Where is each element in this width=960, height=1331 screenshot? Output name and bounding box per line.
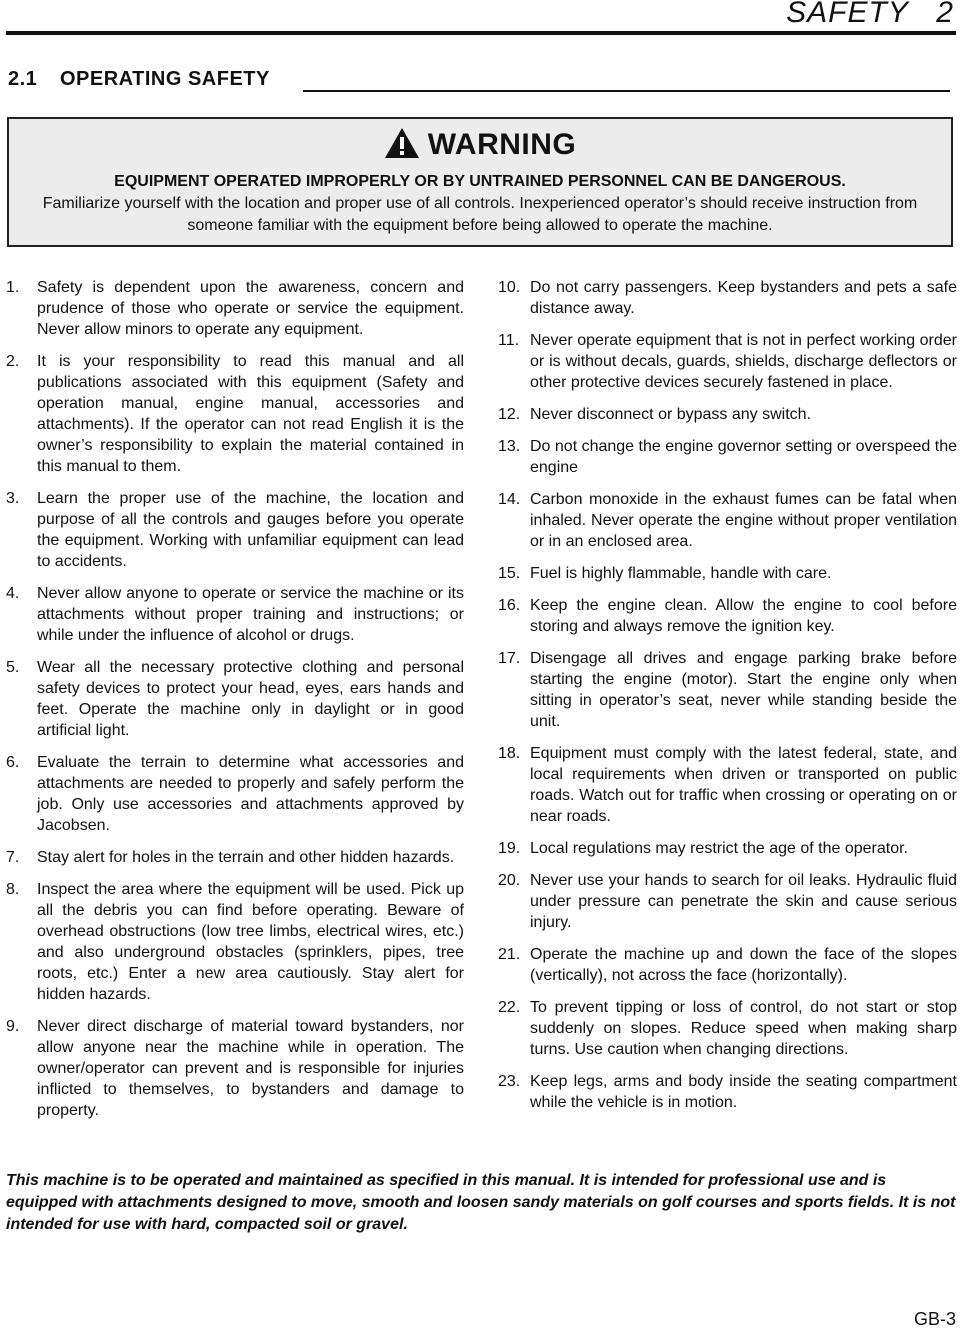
item-number: 9. — [6, 1018, 20, 1035]
item-text: Disengage all drives and engage parking brake before starting the engine (motor). Start the engine only when sitting in operator’s seat, never while standing beside the unit. — [530, 650, 957, 730]
warning-box — [7, 117, 953, 247]
item-text: Do not change the engine governor setting or overspeed the engine — [530, 438, 957, 476]
list-item — [498, 563, 957, 584]
list-item — [498, 944, 957, 986]
warning-title-row — [9, 127, 951, 162]
item-text: Stay alert for holes in the terrain and other hidden hazards. — [37, 849, 455, 866]
item-number: 5. — [6, 659, 20, 676]
item-number: 6. — [6, 754, 20, 771]
list-item — [6, 277, 464, 340]
list-item — [498, 648, 957, 732]
item-number: 13. — [498, 438, 521, 455]
list-item — [498, 838, 957, 859]
item-text: Safety is dependent upon the awareness, concern and prudence of those who operate or service the equipment. Never allow minors to operate any equipment. — [37, 279, 464, 338]
page-header-title: SAFETY 2 — [786, 0, 954, 29]
warning-lead: EQUIPMENT OPERATED IMPROPERLY OR BY UNTRAINED PERSONNEL CAN BE DANGEROUS. — [114, 173, 846, 190]
warning-body: Familiarize yourself with the location and proper use of all controls. Inexperienced operator’s should receive instruction from someone familiar with the equipment before being allowed to operate the machine. — [42, 195, 918, 234]
item-number: 23. — [498, 1073, 521, 1090]
item-text: Carbon monoxide in the exhaust fumes can be fatal when inhaled. Never operate the engine without proper ventilation or in an enclosed area. — [530, 491, 957, 550]
list-item — [6, 752, 464, 836]
footer-note: This machine is to be operated and maintained as specified in this manual. It is intended for professional use and is equipped with attachments designed to move, smooth and loosen sandy materials on golf courses and sports fields. It is not intended for use with hard, compacted soil or gravel. — [6, 1172, 956, 1233]
page-number: GB-3 — [913, 1309, 956, 1329]
list-item — [498, 277, 957, 319]
list-item — [6, 847, 464, 868]
item-number: 22. — [498, 999, 521, 1016]
list-item — [498, 997, 957, 1060]
right-column — [498, 277, 957, 1124]
item-number: 4. — [6, 585, 20, 602]
list-item — [498, 1071, 957, 1113]
item-number: 16. — [498, 597, 521, 614]
item-text: Inspect the area where the equipment will be used. Pick up all the debris you can find before operating. Beware of overhead obstructions (low tree limbs, electrical wires, etc.) and also underground obstacles (sprinklers, pipes, tree roots, etc.) Enter a new area cautiously. Stay alert for hidden hazards. — [37, 881, 464, 1003]
warning-text — [39, 171, 921, 237]
item-text: Never allow anyone to operate or service the machine or its attachments without proper training and instructions; or while under the influence of alcohol or drugs. — [37, 585, 464, 644]
section-rule — [303, 90, 950, 92]
item-number: 14. — [498, 491, 521, 508]
list-item — [6, 488, 464, 572]
list-item — [498, 436, 957, 478]
item-number: 21. — [498, 946, 521, 963]
item-text: Keep legs, arms and body inside the seating compartment while the vehicle is in motion. — [530, 1073, 957, 1111]
item-number: 7. — [6, 849, 20, 866]
item-number: 17. — [498, 650, 521, 667]
item-text: Wear all the necessary protective clothing and personal safety devices to protect your head, eyes, ears hands and feet. Operate the machine only in daylight or in good artificial light. — [37, 659, 464, 739]
item-text: Never disconnect or bypass any switch. — [530, 406, 812, 423]
item-text: Fuel is highly flammable, handle with care. — [530, 565, 832, 582]
item-text: Evaluate the terrain to determine what accessories and attachments are needed to properly and safely perform the job. Only use accessories and attachments approved by Jacobsen. — [37, 754, 464, 834]
item-number: 10. — [498, 279, 521, 296]
item-text: Do not carry passengers. Keep bystanders and pets a safe distance away. — [530, 279, 957, 317]
list-item — [6, 351, 464, 477]
section-title: OPERATING SAFETY — [60, 68, 270, 90]
warning-title: WARNING — [427, 128, 577, 161]
item-number: 20. — [498, 872, 521, 889]
list-item — [6, 879, 464, 1005]
list-item — [498, 404, 957, 425]
item-text: Never use your hands to search for oil leaks. Hydraulic fluid under pressure can penetrate the skin and cause serious injury. — [530, 872, 957, 931]
item-text: To prevent tipping or loss of control, do not start or stop suddenly on slopes. Reduce speed when making sharp turns. Use caution when changing directions. — [530, 999, 957, 1058]
item-number: 8. — [6, 881, 20, 898]
header-rule — [6, 31, 956, 35]
item-text: Learn the proper use of the machine, the location and purpose of all the controls and gauges before you operate the equipment. Working with unfamiliar equipment can lead to accidents. — [37, 490, 464, 570]
list-item — [498, 489, 957, 552]
item-text: Never operate equipment that is not in perfect working order or is without decals, guards, shields, discharge deflectors or other protective devices securely fastened in place. — [530, 332, 957, 391]
list-item — [6, 657, 464, 741]
section-heading — [8, 68, 270, 91]
item-text: Equipment must comply with the latest federal, state, and local requirements when driven or transported on public roads. Watch out for traffic when crossing or operating on or near roads. — [530, 745, 957, 825]
left-column — [6, 277, 464, 1132]
item-text: Operate the machine up and down the face of the slopes (vertically), not across the face (horizontally). — [530, 946, 957, 984]
item-number: 15. — [498, 565, 521, 582]
item-number: 19. — [498, 840, 521, 857]
item-text: It is your responsibility to read this manual and all publications associated with this equipment (Safety and operation manual, engine manual, accessories and attachments). If the operator can not read English it is the owner’s responsibility to explain the material contained in this manual to them. — [37, 353, 464, 475]
item-number: 12. — [498, 406, 521, 423]
list-item — [498, 870, 957, 933]
list-item — [6, 1016, 464, 1121]
section-number: 2.1 — [8, 68, 38, 90]
list-item — [498, 595, 957, 637]
warning-triangle-icon — [384, 127, 420, 159]
item-text: Keep the engine clean. Allow the engine to cool before storing and always remove the ignition key. — [530, 597, 957, 635]
item-number: 3. — [6, 490, 20, 507]
item-number: 11. — [498, 332, 520, 349]
item-text: Never direct discharge of material toward bystanders, nor allow anyone near the machine while in operation. The owner/operator can prevent and is responsible for injuries inflicted to themselves, to bystanders and damage to property. — [37, 1018, 464, 1119]
item-text: Local regulations may restrict the age of the operator. — [530, 840, 908, 857]
item-number: 18. — [498, 745, 521, 762]
item-number: 1. — [6, 279, 20, 296]
list-item — [498, 743, 957, 827]
item-number: 2. — [6, 353, 20, 370]
list-item — [6, 583, 464, 646]
list-item — [498, 330, 957, 393]
